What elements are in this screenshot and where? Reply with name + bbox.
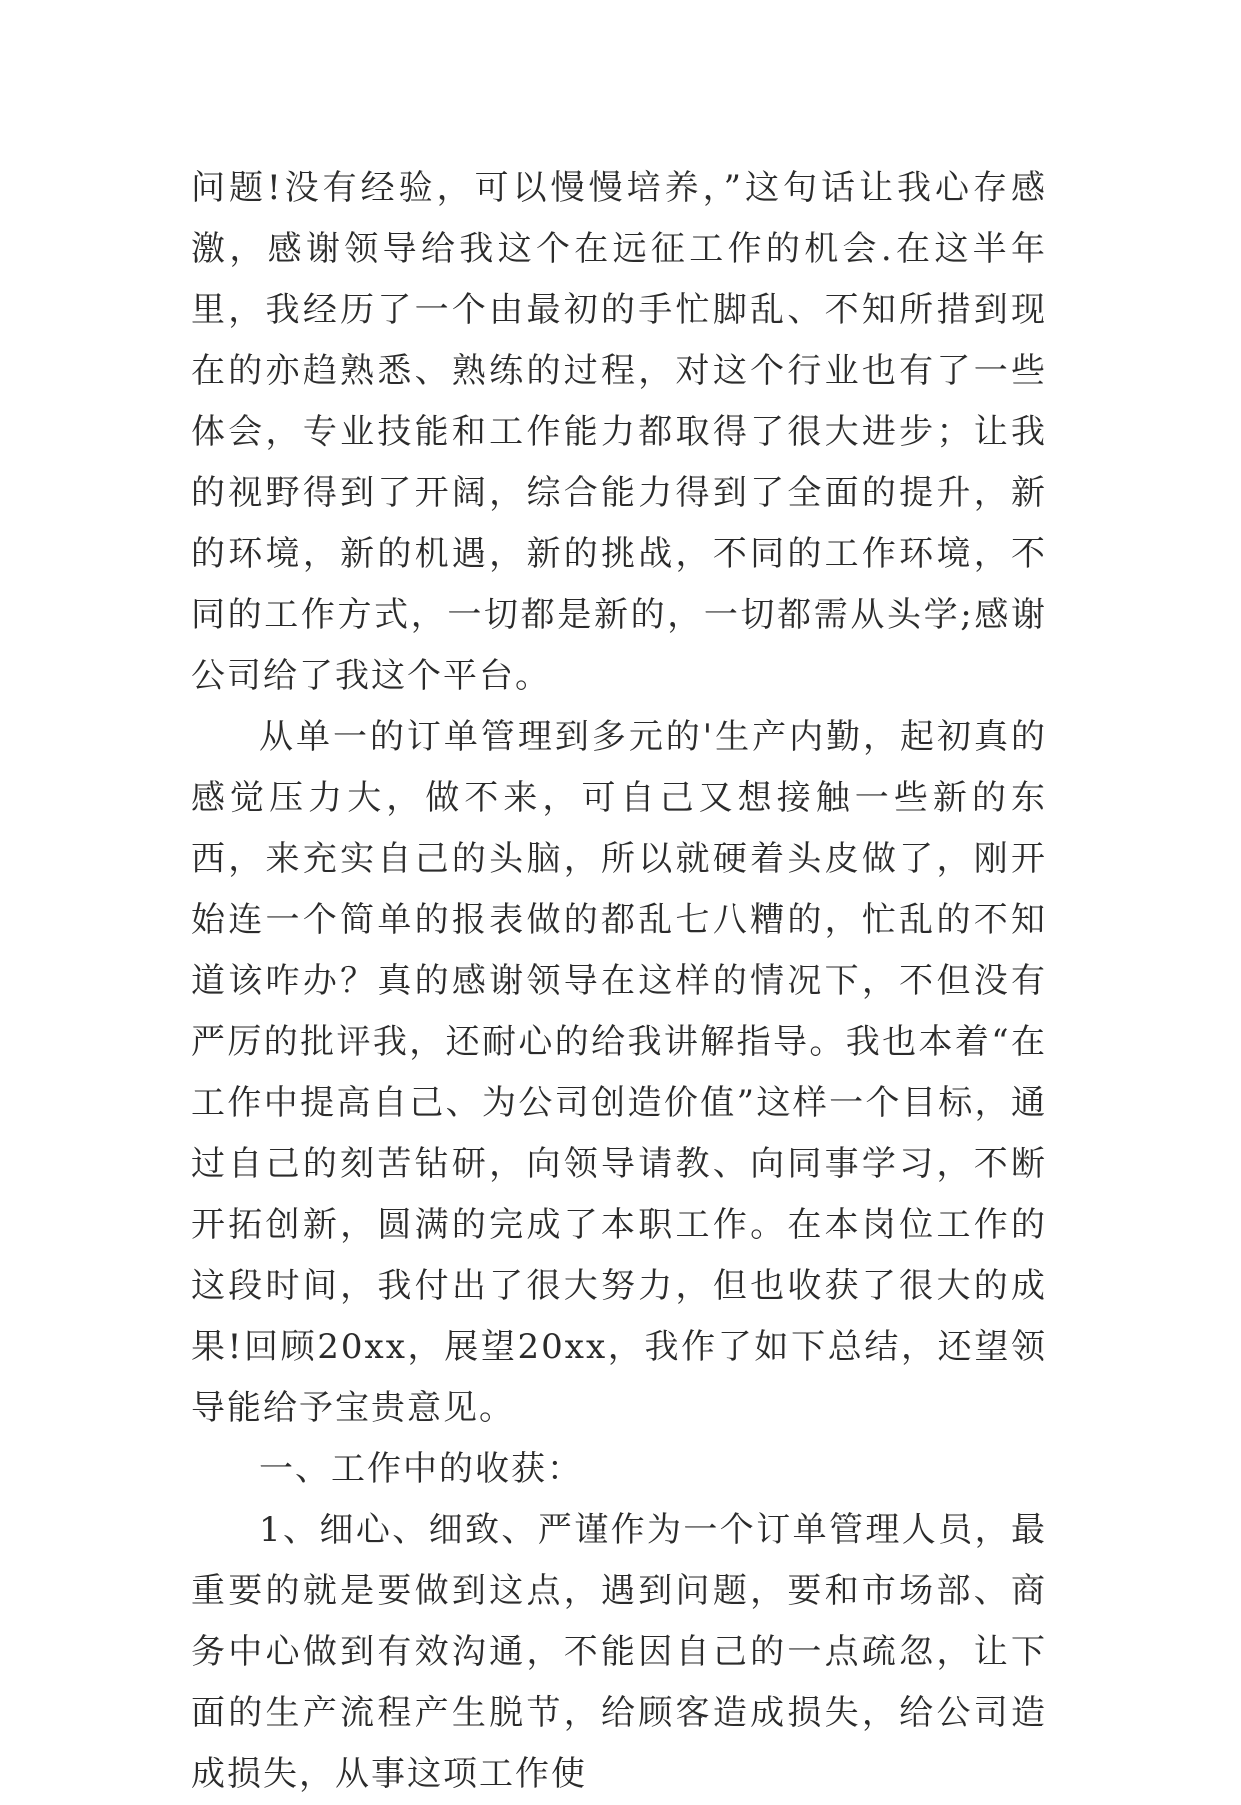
- paragraph-continuation: 问题!没有经验，可以慢慢培养，”这句话让我心存感激，感谢领导给我这个在远征工作的机会.在这半年里，我经历了一个由最初的手忙脚乱、不知所措到现在的亦趋熟悉、熟练的过程，对这个行业也有了一些体会，专业技能和工作能力都取得了很大进步；让我的视野得到了开阔，综合能力得到了全面的提升，新的环境，新的机遇，新的挑战，不同的工作环境，不同的工作方式，一切都是新的，一切都需从头学;感谢公司给了我这个平台。: [191, 168, 1047, 696]
- section-heading-gains: 一、工作中的收获：: [259, 1449, 583, 1489]
- paragraph-point-1: 1、细心、细致、严谨作为一个订单管理人员，最重要的就是要做到这点，遇到问题，要和市场部、商务中心做到有效沟通，不能因自己的一点疏忽，让下面的生产流程产生脱节，给顾客造成损失，给公司造成损失，从事这项工作使: [191, 1510, 1047, 1794]
- paragraph-production-work: 从单一的订单管理到多元的'生产内勤，起初真的感觉压力大，做不来，可自己又想接触一些新的东西，来充实自己的头脑，所以就硬着头皮做了，刚开始连一个简单的报表做的都乱七八糟的，忙乱的不知道该咋办？真的感谢领导在这样的情况下，不但没有严厉的批评我，还耐心的给我讲解指导。我也本着“在工作中提高自己、为公司创造价值”这样一个目标，通过自己的刻苦钻研，向领导请教、向同事学习，不断开拓创新，圆满的完成了本职工作。在本岗位工作的这段时间，我付出了很大努力，但也收获了很大的成果!回顾20xx，展望20xx，我作了如下总结，还望领导能给予宝贵意见。: [191, 717, 1047, 1428]
- document-body: [191, 158, 1047, 1805]
